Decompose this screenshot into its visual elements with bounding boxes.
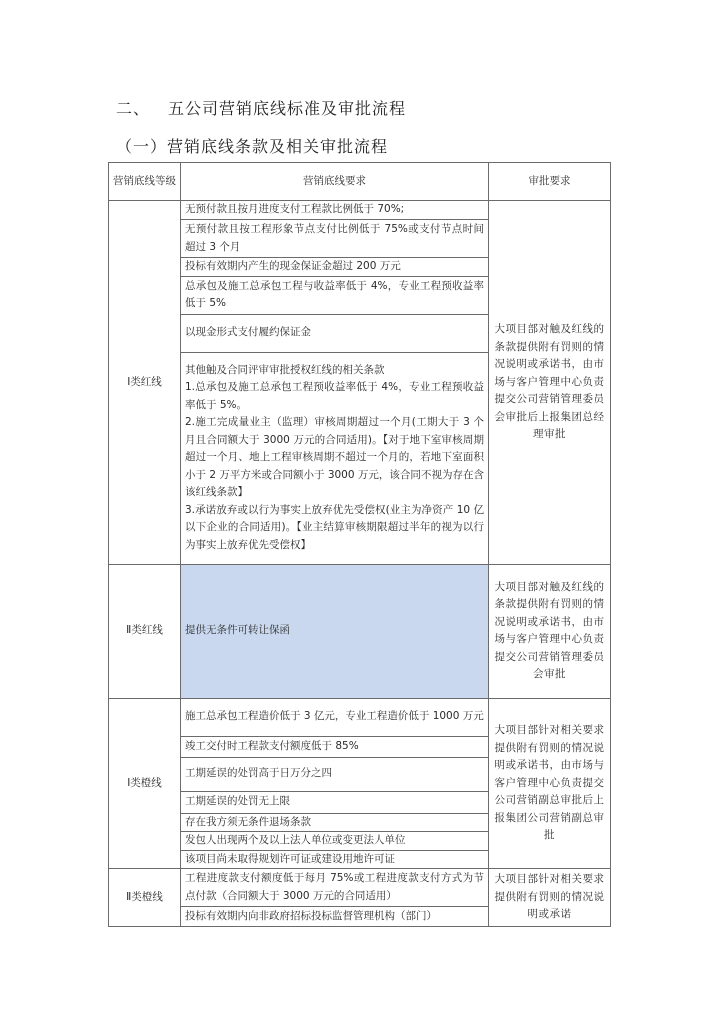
approval-cell: 大项目部对触及红线的条款提供附有罚则的情况说明或承诺书，由市场与客户管理中心负责提交公司营销管理委员会审批: [489, 564, 611, 698]
requirement-cell: 该项目尚未取得规划许可证或建设用地许可证: [181, 850, 489, 869]
requirement-cell: 存在我方须无条件退场条款: [181, 813, 489, 832]
requirement-cell: 工程进度款支付额度低于每月 75%或工程进度款支付方式为节点付款（合同额大于 3000 万元的合同适用）: [181, 869, 489, 907]
table-header-row: [109, 163, 611, 201]
requirement-cell: 无预付款且按工程形象节点支付比例低于 75%或支付节点时间超过 3 个月: [181, 220, 489, 258]
requirement-cell: 其他触及合同评审审批授权红线的相关条款 1.总承包及施工总承包工程预收益率低于 4%，专业工程预收益率低于 5%。 2.施工完成量业主（监理）审核周期超过一个月(工期大于 3 个月且合同额大于 3000 万元的合同适用)。【对于地下室审核周期超过一个月、地上工程审核周期不超过一个月的，若地下室面积小于 2 万平方米或合同额小于 3000 万元，该合同不视为存在含该红线条款】 3.承诺放弃或以行为事实上放弃优先受偿权(业主为净资产 10 亿以下企业的合同适用)。【业主结算审核期限超过半年的视为以行为事实上放弃优先受偿权】: [181, 352, 489, 564]
section-number: 二、: [116, 99, 151, 118]
requirement-cell: 投标有效期内向非政府招标投标监督管理机构（部门）: [181, 907, 489, 927]
requirement-cell: 提供无条件可转让保函: [181, 564, 489, 698]
table-row: [109, 869, 611, 907]
header-requirement: 营销底线要求: [181, 163, 489, 201]
section-title: 五公司营销底线标准及审批流程: [168, 99, 407, 118]
requirement-cell: 竣工交付时工程款支付额度低于 85%: [181, 736, 489, 757]
marketing-baseline-table: [108, 162, 611, 927]
requirement-cell: 总承包及施工总承包工程与收益率低于 4%，专业工程预收益率低于 5%: [181, 276, 489, 314]
requirement-cell: 以现金形式支付履约保证金: [181, 314, 489, 352]
section-heading: [116, 96, 406, 119]
subsection-heading: （一）营销底线条款及相关审批流程: [116, 137, 389, 156]
approval-cell: 大项目部针对相关要求提供附有罚则的情况说明或承诺: [489, 869, 611, 927]
requirement-cell: 投标有效期内产生的现金保证金超过 200 万元: [181, 258, 489, 277]
grade-cell: Ⅱ类红线: [109, 564, 181, 698]
table-row: [109, 201, 611, 220]
grade-cell: Ⅰ类红线: [109, 201, 181, 565]
requirement-cell: 工期延误的处罚无上限: [181, 791, 489, 813]
approval-cell: 大项目部针对相关要求提供附有罚则的情况说明或承诺书，由市场与客户管理中心负责提交公司营销副总审批后上报集团公司营销副总审批: [489, 698, 611, 869]
requirement-cell: 发包人出现两个及以上法人单位或变更法人单位: [181, 832, 489, 851]
requirement-cell: 无预付款且按月进度支付工程款比例低于 70%;: [181, 201, 489, 220]
table-row: [109, 698, 611, 736]
requirement-cell: 施工总承包工程造价低于 3 亿元，专业工程造价低于 1000 万元: [181, 698, 489, 736]
grade-cell: Ⅱ类橙线: [109, 869, 181, 927]
header-grade: 营销底线等级: [109, 163, 181, 201]
header-approval: 审批要求: [489, 163, 611, 201]
grade-cell: Ⅰ类橙线: [109, 698, 181, 869]
approval-cell: 大项目部对触及红线的条款提供附有罚则的情况说明或承诺书，由市场与客户管理中心负责提交公司营销管理委员会审批后上报集团总经理审批: [489, 201, 611, 565]
table-row: [109, 564, 611, 698]
requirement-cell: 工期延误的处罚高于日万分之四: [181, 757, 489, 791]
